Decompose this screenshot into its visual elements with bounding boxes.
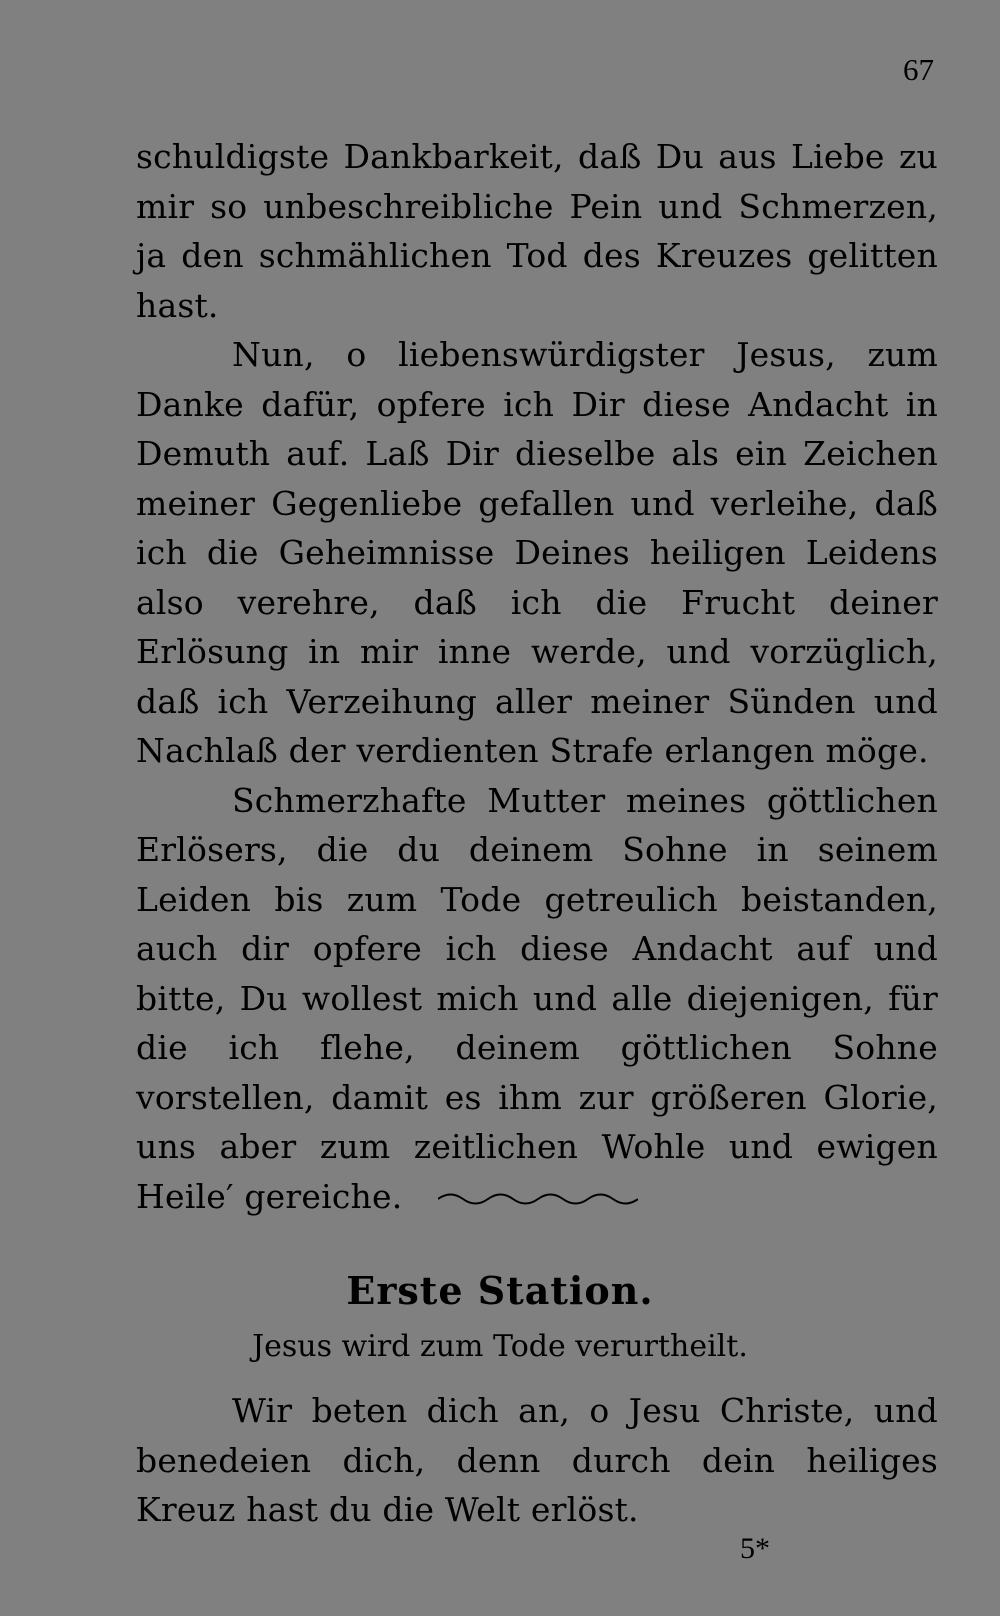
- signature-mark: 5*: [740, 1532, 770, 1565]
- station-title: Erste Station.: [346, 1268, 654, 1313]
- paragraph-adoration: Wir beten dich an, o Jesu Christe, und benedeien dich, denn durch dein heiliges Kreuz hast du die Welt erlöst.: [136, 1391, 938, 1529]
- text-block-station: [136, 1386, 938, 1535]
- page-number: 67: [903, 52, 934, 87]
- text-block-before-station: [136, 132, 938, 1221]
- paragraph-offering-jesus: Nun, o liebenswürdigster Jesus, zum Danke dafür, opfere ich Dir diese Andacht in Demuth auf. Laß Dir dieselbe als ein Zeichen meiner Gegenliebe gefallen und verleihe, daß ich die Geheimnisse Deines heiligen Leidens also verehre, daß ich die Frucht deiner Erlösung in mir inne werde, und vorzüglich, daß ich Verzeihung aller meiner Sünden und Nachlaß der verdienten Strafe erlangen möge.: [136, 335, 938, 770]
- paragraph-thanks: schuldigste Dankbarkeit, daß Du aus Liebe zu mir so unbeschreibliche Pein und Schmerzen, ja den schmählichen Tod des Kreuzes gelitten hast.: [136, 137, 938, 325]
- wave-ornament-divider: [438, 1190, 638, 1208]
- paragraph-offering-mother: Schmerzhafte Mutter meines göttlichen Erlösers, die du deinem Sohne in seinem Leiden bis zum Tode getreulich beistanden, auch dir opfere ich diese Andacht auf und bitte, Du wollest mich und alle diejenigen, für die ich flehe, deinem göttlichen Sohne vorstellen, damit es ihm zur größeren Glorie, uns aber zum zeitlichen Wohle und ewigen Heile′ gereiche.: [136, 780, 938, 1216]
- station-subtitle: Jesus wird zum Tode verurtheilt.: [252, 1329, 748, 1364]
